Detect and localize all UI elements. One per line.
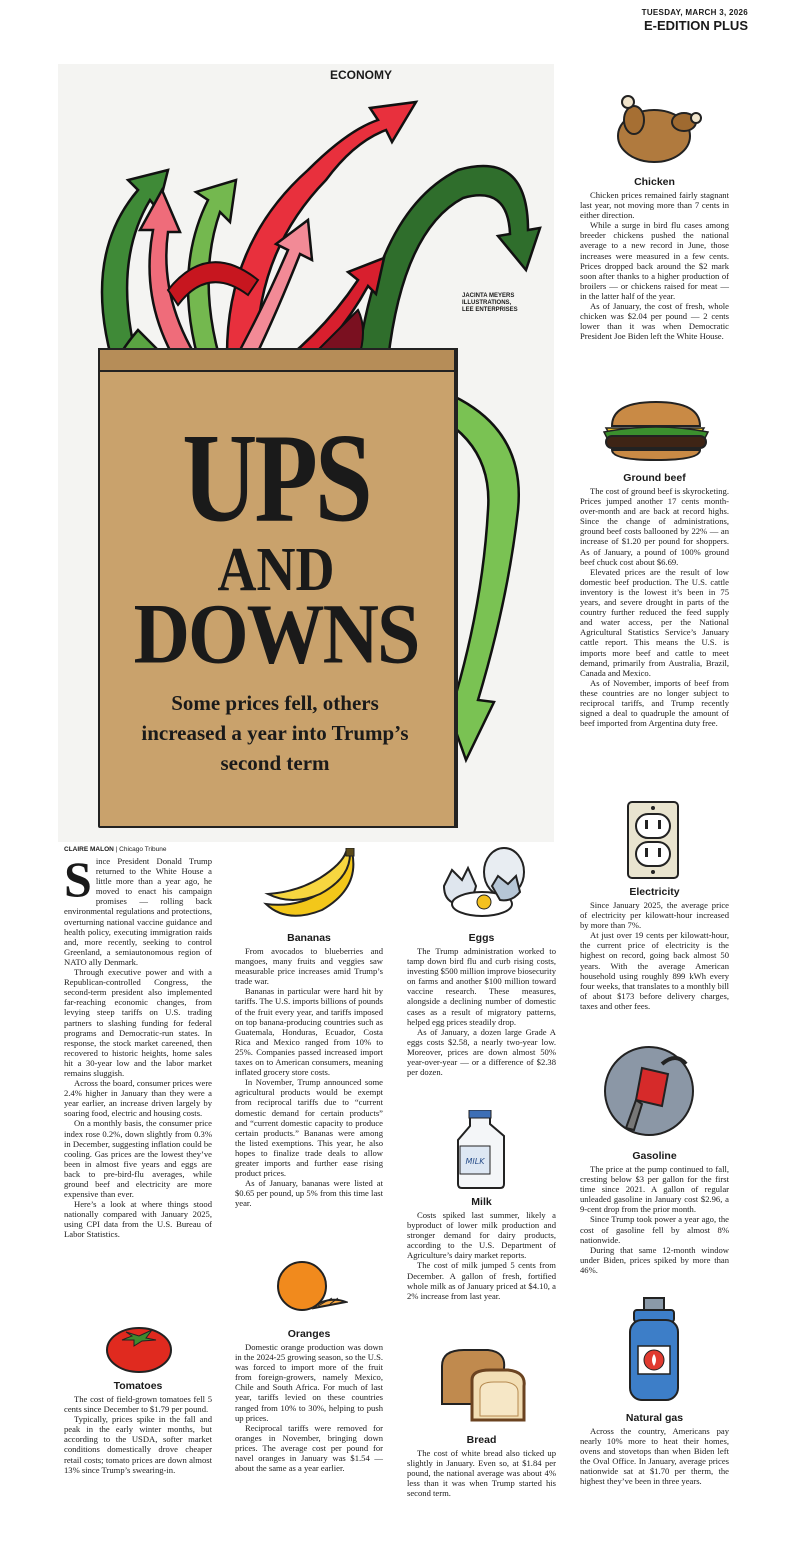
propane-tank-icon — [626, 1296, 682, 1406]
headline-deck: Some prices fell, others increased a year into Trump’s second term — [141, 691, 409, 775]
eggs-section — [407, 932, 556, 1077]
drop-cap: S — [64, 851, 92, 907]
intro-paragraph-2: Through executive power and with a Republican-controlled Congress, the second-term president also implemented far-reaching economic changes, from levying steep tariffs on U.S. trading partners to slashing funding for federal programs and Democratic-run states. In response, the stock market careened, then recovered to historic heights, home sales hit a 30-year low and the labor market remains sluggish. — [64, 967, 212, 1078]
bananas-section — [235, 932, 383, 1208]
oranges-title: Oranges — [287, 1328, 331, 1340]
tomatoes-paragraph-1: The cost of field-grown tomatoes fell 5 cents since December to $1.79 per pound. — [64, 1394, 212, 1415]
gasoline-title: Gasoline — [632, 1150, 677, 1162]
chicken-paragraph-2: While a surge in bird flu cases among breeder chickens pushed the national average to a new record in June, those increases were measured in a few cents. Prices dropped back around the $2 mark soon after thanks to a higher production of broilers — or chickens raised for meat — in the latter half of the year. — [580, 220, 729, 301]
milk-title: Milk — [471, 1196, 492, 1208]
eggs-paragraph-2: As of January, a dozen large Grade A eggs costs $2.58, a nearly two-year low. Moreover, prices are down almost 50% year-over-year — or a difference of $2.38 per dozen. — [407, 1026, 556, 1078]
gasoline-paragraph-3: During that same 12-month window under Biden, prices spiked by more than 46%. — [580, 1244, 729, 1275]
headline-and: AND — [217, 534, 335, 604]
issue-date: TUESDAY, MARCH 3, 2026 — [641, 8, 748, 17]
eggs-icon — [432, 846, 532, 920]
electricity-title: Electricity — [629, 886, 680, 898]
electricity-section — [580, 886, 729, 1011]
bananas-paragraph-2: Bananas in particular were hard hit by tariffs. The U.S. imports billions of pounds of the fruit every year, and tariffs imposed on top banana-producing countries such as Guatemala, Honduras, Ecuador, Costa Rica and Mexico ranged from 10% to 25%. Companies passed increased import taxes on to American consumers, meaning inflated grocery store costs. — [235, 986, 383, 1078]
milk-paragraph-2: The cost of milk jumped 5 cents from December. A gallon of fresh, fortified whole milk as of January priced at $4.10, a 2% increase from last year. — [407, 1260, 556, 1301]
oranges-paragraph-2: Reciprocal tariffs were removed for oranges in November, bringing down prices. The average cost per pound for navel oranges in January was $1.54 — about the same as a year earlier. — [235, 1422, 383, 1474]
ground-beef-paragraph-2: Elevated prices are the result of low domestic beef production. The U.S. cattle inventory is the lowest it’s been in 75 years, and severe drought in parts of the country further reduced the feed supply and water access, per the National Agricultural Statistics Service’s January cattle report. This means the U.S. is imports more beef and cattle to meet demand, primarily from Australia, Brazil, Canada and Mexico. — [580, 566, 729, 678]
section-label: ECONOMY — [330, 68, 393, 82]
chicken-section — [580, 176, 729, 341]
chicken-paragraph-1: Chicken prices remained fairly stagnant last year, not moving more than 7 cents in either direction. — [580, 190, 729, 221]
gasoline-section — [580, 1150, 729, 1275]
intro-paragraph-5: Here’s a look at where things stood nationally compared with January 2025, using CPI data from the U.S. Bureau of Labor Statistics. — [64, 1199, 212, 1240]
bananas-paragraph-1: From avocados to blueberries and mangoes, many fruits and veggies saw measurable price increases amid Trump’s trade war. — [235, 946, 383, 987]
intro-paragraph-1: ince President Donald Trump returned to the White House a little more than a year ago, he moved to enact his campaign promises — rolling back environmental regulations and protections, overturning national vaccine guidance and health policy, executing immigration raids and, more recently, seeking to control Greenland, a semiautonomous region of NATO ally Denmark. — [64, 856, 212, 967]
tomatoes-title: Tomatoes — [113, 1380, 163, 1392]
milk-jug-icon — [454, 1110, 510, 1190]
ground-beef-paragraph-1: The cost of ground beef is skyrocketing. Prices jumped another 17 cents month-over-month and are back at record highs. Since the change of administrations, ground beef costs ballooned by 22% — an increase of $1.20 per pound for shoppers. As of January, a pound of 100% ground beef chuck cost about $6.69. — [580, 486, 729, 567]
ground-beef-title: Ground beef — [623, 472, 686, 484]
gas-pump-nozzle-icon — [602, 1044, 696, 1138]
bananas-paragraph-4: As of January, bananas were listed at $0.65 per pound, up 5% from this time last year. — [235, 1178, 383, 1209]
byline-separator: | — [113, 846, 120, 853]
bread-icon — [436, 1346, 530, 1426]
milk-paragraph-1: Costs spiked last summer, likely a byproduct of lower milk production and stronger demand for dairy products, according to the U.S. Department of Agriculture’s dairy market reports. — [407, 1210, 556, 1261]
tomato-icon — [104, 1318, 174, 1374]
bananas-title: Bananas — [287, 932, 331, 944]
oranges-section — [235, 1328, 383, 1473]
tomatoes-section — [64, 1380, 212, 1475]
headline-downs: DOWNS — [133, 585, 419, 682]
edition-label: E-EDITION PLUS — [643, 18, 748, 33]
orange-icon — [272, 1258, 348, 1322]
gasoline-paragraph-2: Since Trump took power a year ago, the cost of gasoline fell by almost 8% nationwide. — [580, 1214, 729, 1245]
tomatoes-paragraph-2: Typically, prices spike in the fall and peak in the early winter months, but according to the USDA, softer market conditions domestically drove cheaper retail costs; tomato prices are down almost 13% since Trump’s swearing-in. — [64, 1414, 212, 1475]
bread-title: Bread — [466, 1434, 497, 1446]
byline-outlet: Chicago Tribune — [119, 846, 167, 853]
banana-icon — [262, 848, 362, 924]
intro-article — [64, 851, 212, 1240]
electricity-paragraph-1: Since January 2025, the average price of electricity per kilowatt-hour increased by more than 7%. — [580, 900, 729, 931]
eggs-title: Eggs — [468, 932, 495, 944]
eggs-paragraph-1: The Trump administration worked to tamp down bird flu and curb rising costs, investing $500 million improve biosecurity on farms and another $100 million toward vaccine research. These measures, alongside a declining number of domestic cases as a result of migratory patterns, helped egg prices steadily drop. — [407, 946, 556, 1027]
chicken-title: Chicken — [634, 176, 675, 188]
milk-section — [407, 1196, 556, 1301]
masthead — [642, 8, 748, 33]
bread-paragraph-1: The cost of white bread also ticked up slightly in January. Even so, at $1.84 per pound, the national average was about 4% less than it was when Trump started his second term. — [407, 1448, 556, 1499]
burger-icon — [598, 398, 714, 462]
chicken-paragraph-3: As of January, the cost of fresh, whole chicken was $2.04 per pound — 2 cents lower than it was when Democratic President Joe Biden left the White House. — [580, 301, 729, 342]
bag-rim — [98, 348, 456, 372]
chicken-icon — [608, 90, 704, 170]
natural-gas-paragraph-1: Across the country, Americans pay nearly 10% more to heat their homes, ovens and stovetops than when Biden left the Oval Office. In January, average prices nationwide sat at $1.70 per therm, the highest they’ve been in three years. — [580, 1426, 729, 1487]
ground-beef-section — [580, 472, 729, 728]
headline-ups: UPS — [182, 408, 370, 549]
gasoline-paragraph-1: The price at the pump continued to fall, cresting below $3 per gallon for the first time since 2021. A gallon of regular unleaded gasoline in January cost $2.96, a 9-cent drop from the prior month. — [580, 1164, 729, 1215]
intro-paragraph-3: Across the board, consumer prices were 2.4% higher in January than they were a year earlier, an increase driven largely by soaring food, electric and housing costs. — [64, 1078, 212, 1119]
natural-gas-title: Natural gas — [625, 1412, 684, 1424]
illustration-credit: JACINTA MEYERS ILLUSTRATIONS, LEE ENTERPRISES — [462, 293, 518, 313]
milk-label: MILK — [465, 1157, 485, 1166]
bread-section — [407, 1434, 556, 1498]
electricity-paragraph-2: At just over 19 cents per kilowatt-hour, the current price of electricity is the highest on record, going back almost 50 years. With the average American household using roughly 899 kWh every four weeks, that translates to a monthly bill of about $173 before delivery charges, taxes and other fees. — [580, 930, 729, 1011]
ground-beef-paragraph-3: As of November, imports of beef from these countries are no longer subject to reciprocal tariffs, and Trump recently signed a deal to quadruple the amount of beef imported from Argentina duty free. — [580, 677, 729, 729]
bananas-paragraph-3: In November, Trump announced some agricultural products would be exempt from reciprocal tariffs due to “current domestic demand for certain products” and “current domestic capacity to produce certain products.” Bananas were among the listed exemptions. This year, he also hopes to finalize trade deals to allow greater imports and further ease rising product prices. — [235, 1077, 383, 1179]
oranges-paragraph-1: Domestic orange production was down in the 2024-25 growing season, so the U.S. was forced to import more of the fruit from foreign-growers, namely Mexico, Chile and South Africa. For much of last year, tariffs levied on these countries ranged from 10% to 30%, helping to push up prices. — [235, 1342, 383, 1423]
outlet-icon — [626, 800, 680, 880]
natural-gas-section — [580, 1412, 729, 1487]
intro-paragraph-4: On a monthly basis, the consumer price index rose 0.2%, down slightly from 0.3% in December, suggesting inflation could be cooling. Gas prices are the lowest they’ve been in almost five years and eggs are back to pre-bird-flu averages, while ground beef and electricity are more expensive than ever. — [64, 1118, 212, 1200]
byline-author: CLAIRE MALON — [64, 846, 114, 853]
